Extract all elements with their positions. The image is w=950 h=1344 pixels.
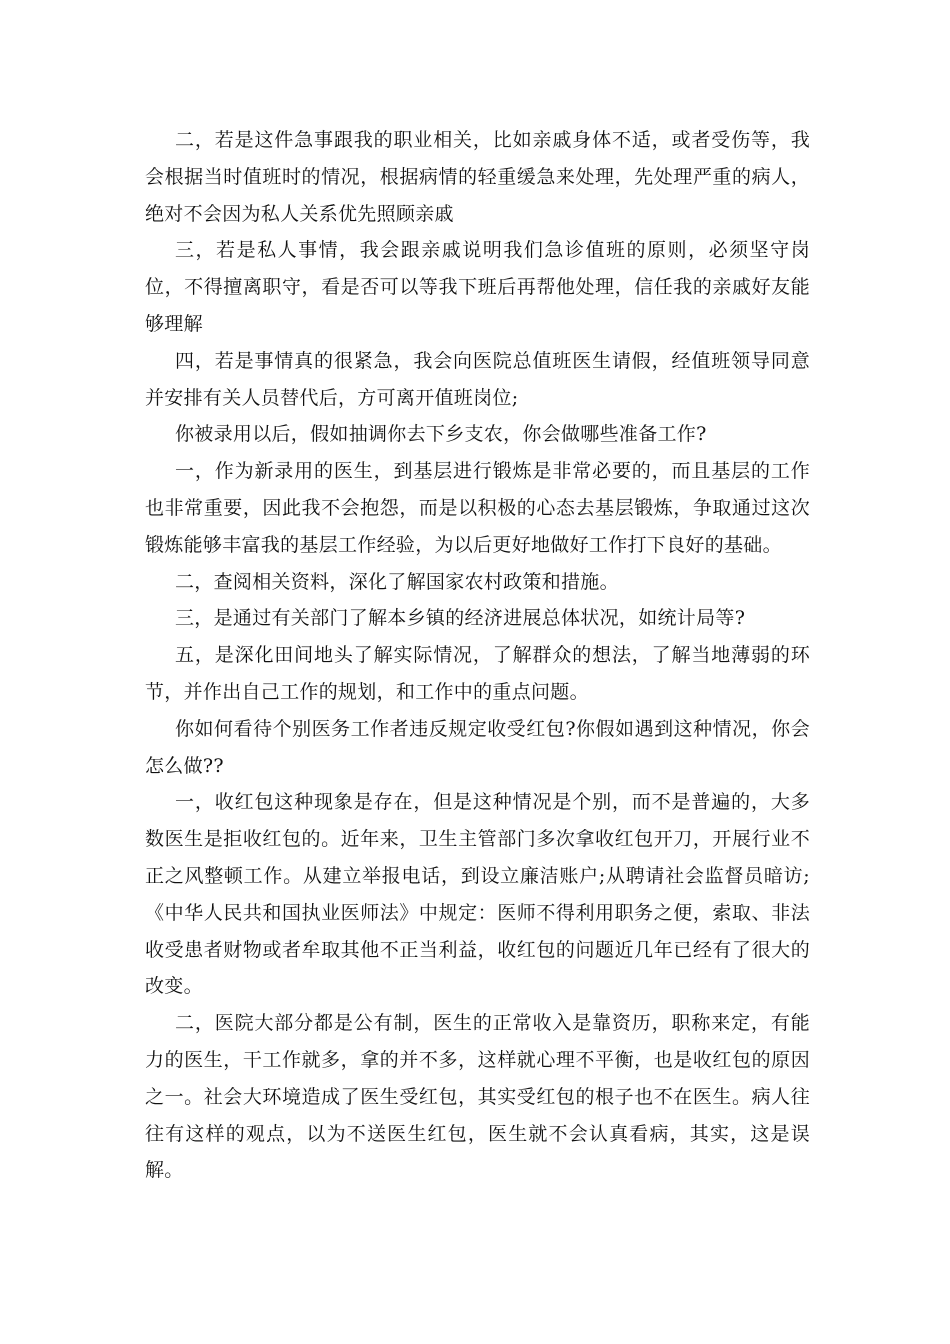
paragraph: 三，是通过有关部门了解本乡镇的经济进展总体状况，如统计局等? — [175, 607, 746, 630]
paragraph: 二，若是这件急事跟我的职业相关，比如亲戚身体不适，或者受伤等，我会根据当时值班时的情况，根据病情的轻重缓急来处理，先处理严重的病人，绝对不会因为私人关系优先照顾亲戚 — [145, 129, 810, 225]
question-paragraph: 你被录用以后，假如抽调你去下乡支农，你会做哪些准备工作? — [175, 423, 707, 446]
paragraph: 四，若是事情真的很紧急，我会向医院总值班医生请假，经值班领导同意并安排有关人员替代后，方可离开值班岗位; — [145, 349, 810, 409]
paragraph: 二，查阅相关资料，深化了解国家农村政策和措施。 — [175, 570, 619, 593]
paragraph: 五，是深化田间地头了解实际情况，了解群众的想法，了解当地薄弱的环节，并作出自己工作的规划，和工作中的重点问题。 — [145, 644, 810, 703]
question-paragraph: 你如何看待个别医务工作者违反规定收受红包?你假如遇到这种情况，你会怎么做?? — [145, 717, 810, 777]
paragraph: 二，医院大部分都是公有制，医生的正常收入是靠资历，职称来定，有能力的医生，干工作就多，拿的并不多，这样就心理不平衡，也是收红包的原因之一。社会大环境造成了医生受红包，其实受红包的根子也不在医生。病人往往有这样的观点，以为不送医生红包，医生就不会认真看病，其实，这是误解。 — [145, 1012, 810, 1182]
document-body — [145, 122, 810, 1189]
paragraph: 一，作为新录用的医生，到基层进行锻炼是非常必要的，而且基层的工作也非常重要，因此我不会抱怨，而是以积极的心态去基层锻炼，争取通过这次锻炼能够丰富我的基层工作经验，为以后更好地做好工作打下良好的基础。 — [145, 460, 810, 556]
paragraph: 三，若是私人事情，我会跟亲戚说明我们急诊值班的原则，必须坚守岗位，不得擅离职守，看是否可以等我下班后再帮他处理，信任我的亲戚好友能够理解 — [145, 239, 810, 335]
paragraph: 一，收红包这种现象是存在，但是这种情况是个别，而不是普遍的，大多数医生是拒收红包的。近年来，卫生主管部门多次拿收红包开刀，开展行业不正之风整顿工作。从建立举报电话，到设立廉洁账户;从聘请社会监督员暗访;《中华人民共和国执业医师法》中规定：医师不得利用职务之便，索取、非法收受患者财物或者牟取其他不正当利益，收红包的问题近几年已经有了很大的改变。 — [145, 791, 810, 998]
